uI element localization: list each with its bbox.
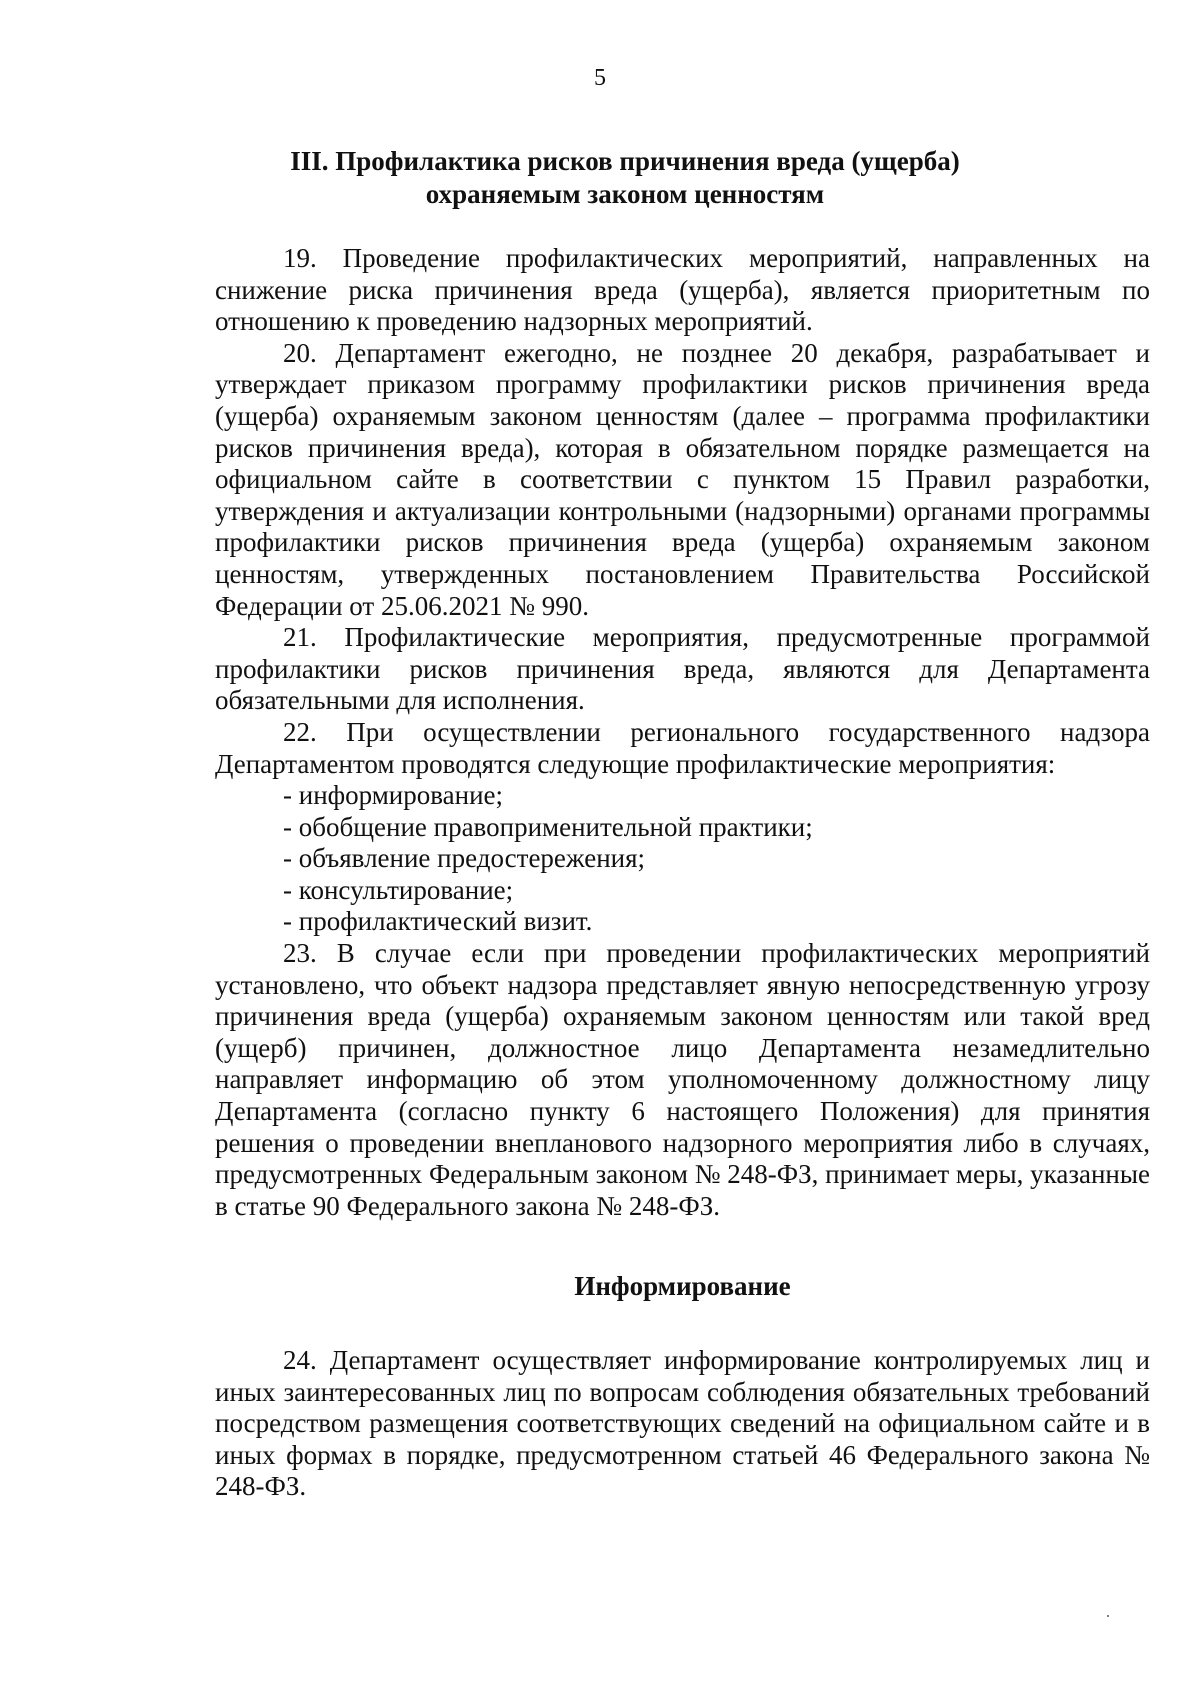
scan-speck [1107,1615,1109,1617]
subsection-title: Информирование [574,1271,791,1301]
paragraph-23: 23. В случае если при проведении профилактических мероприятий установлено, что объект надзора представляет явную непосредственную угрозу причинения вреда (ущерба) охраняемым законом ценностям или такой вред (ущерб) причинен, должностное лицо Департамента незамедлительно направляет информацию об этом уполномоченному должностному лицу Департамента (согласно пункту 6 настоящего Положения) для принятия решения о проведении внепланового надзорного мероприятия либо в случаях, предусмотренных Федеральным законом № 248-ФЗ, принимает меры, указанные в статье 90 Федерального закона № 248-ФЗ. [215,938,1150,1221]
list-item: - информирование; [283,780,504,811]
section-body [215,243,1150,1222]
paragraph-20: 20. Департамент ежегодно, не позднее 20 декабря, разрабатывает и утверждает приказом программу профилактики рисков причинения вреда (ущерба) охраняемым законом ценностям (далее – программа профилактики рисков причинения вреда), которая в обязательном порядке размещается на официальном сайте в соответствии с пунктом 15 Правил разработки, утверждения и актуализации контрольными (надзорными) органами программы профилактики рисков причинения вреда (ущерба) охраняемым законом ценностям, утвержденных постановлением Правительства Российской Федерации от 25.06.2021 № 990. [215,337,1150,621]
paragraph-21: 21. Профилактические мероприятия, предусмотренные программой профилактики рисков причинения вреда, являются для Департамента обязательными для исполнения. [215,622,1150,716]
page-number: 5 [594,65,606,91]
paragraph-22: 22. При осуществлении регионального государственного надзора Департаментом проводятся следующие профилактические мероприятия: [215,716,1150,779]
list-item: - объявление предостережения; [283,843,646,874]
measures-list [215,780,1150,938]
list-item: - профилактический визит. [283,906,593,937]
section-title: III. Профилактика рисков причинения вреда (ущерба) охраняемым законом ценностям [290,146,960,209]
subsection-body [215,1345,1150,1503]
paragraph-19: 19. Проведение профилактических мероприятий, направленных на снижение риска причинения вреда (ущерба), является приоритетным по отношению к проведению надзорных мероприятий. [215,243,1150,337]
list-item: - обобщение правоприменительной практики; [283,811,813,842]
list-item: - консультирование; [283,874,514,905]
paragraph-24: 24. Департамент осуществляет информирование контролируемых лиц и иных заинтересованных лиц по вопросам соблюдения обязательных требований посредством размещения соответствующих сведений на официальном сайте и в иных формах в порядке, предусмотренном статьей 46 Федерального закона № 248-ФЗ. [215,1345,1150,1502]
